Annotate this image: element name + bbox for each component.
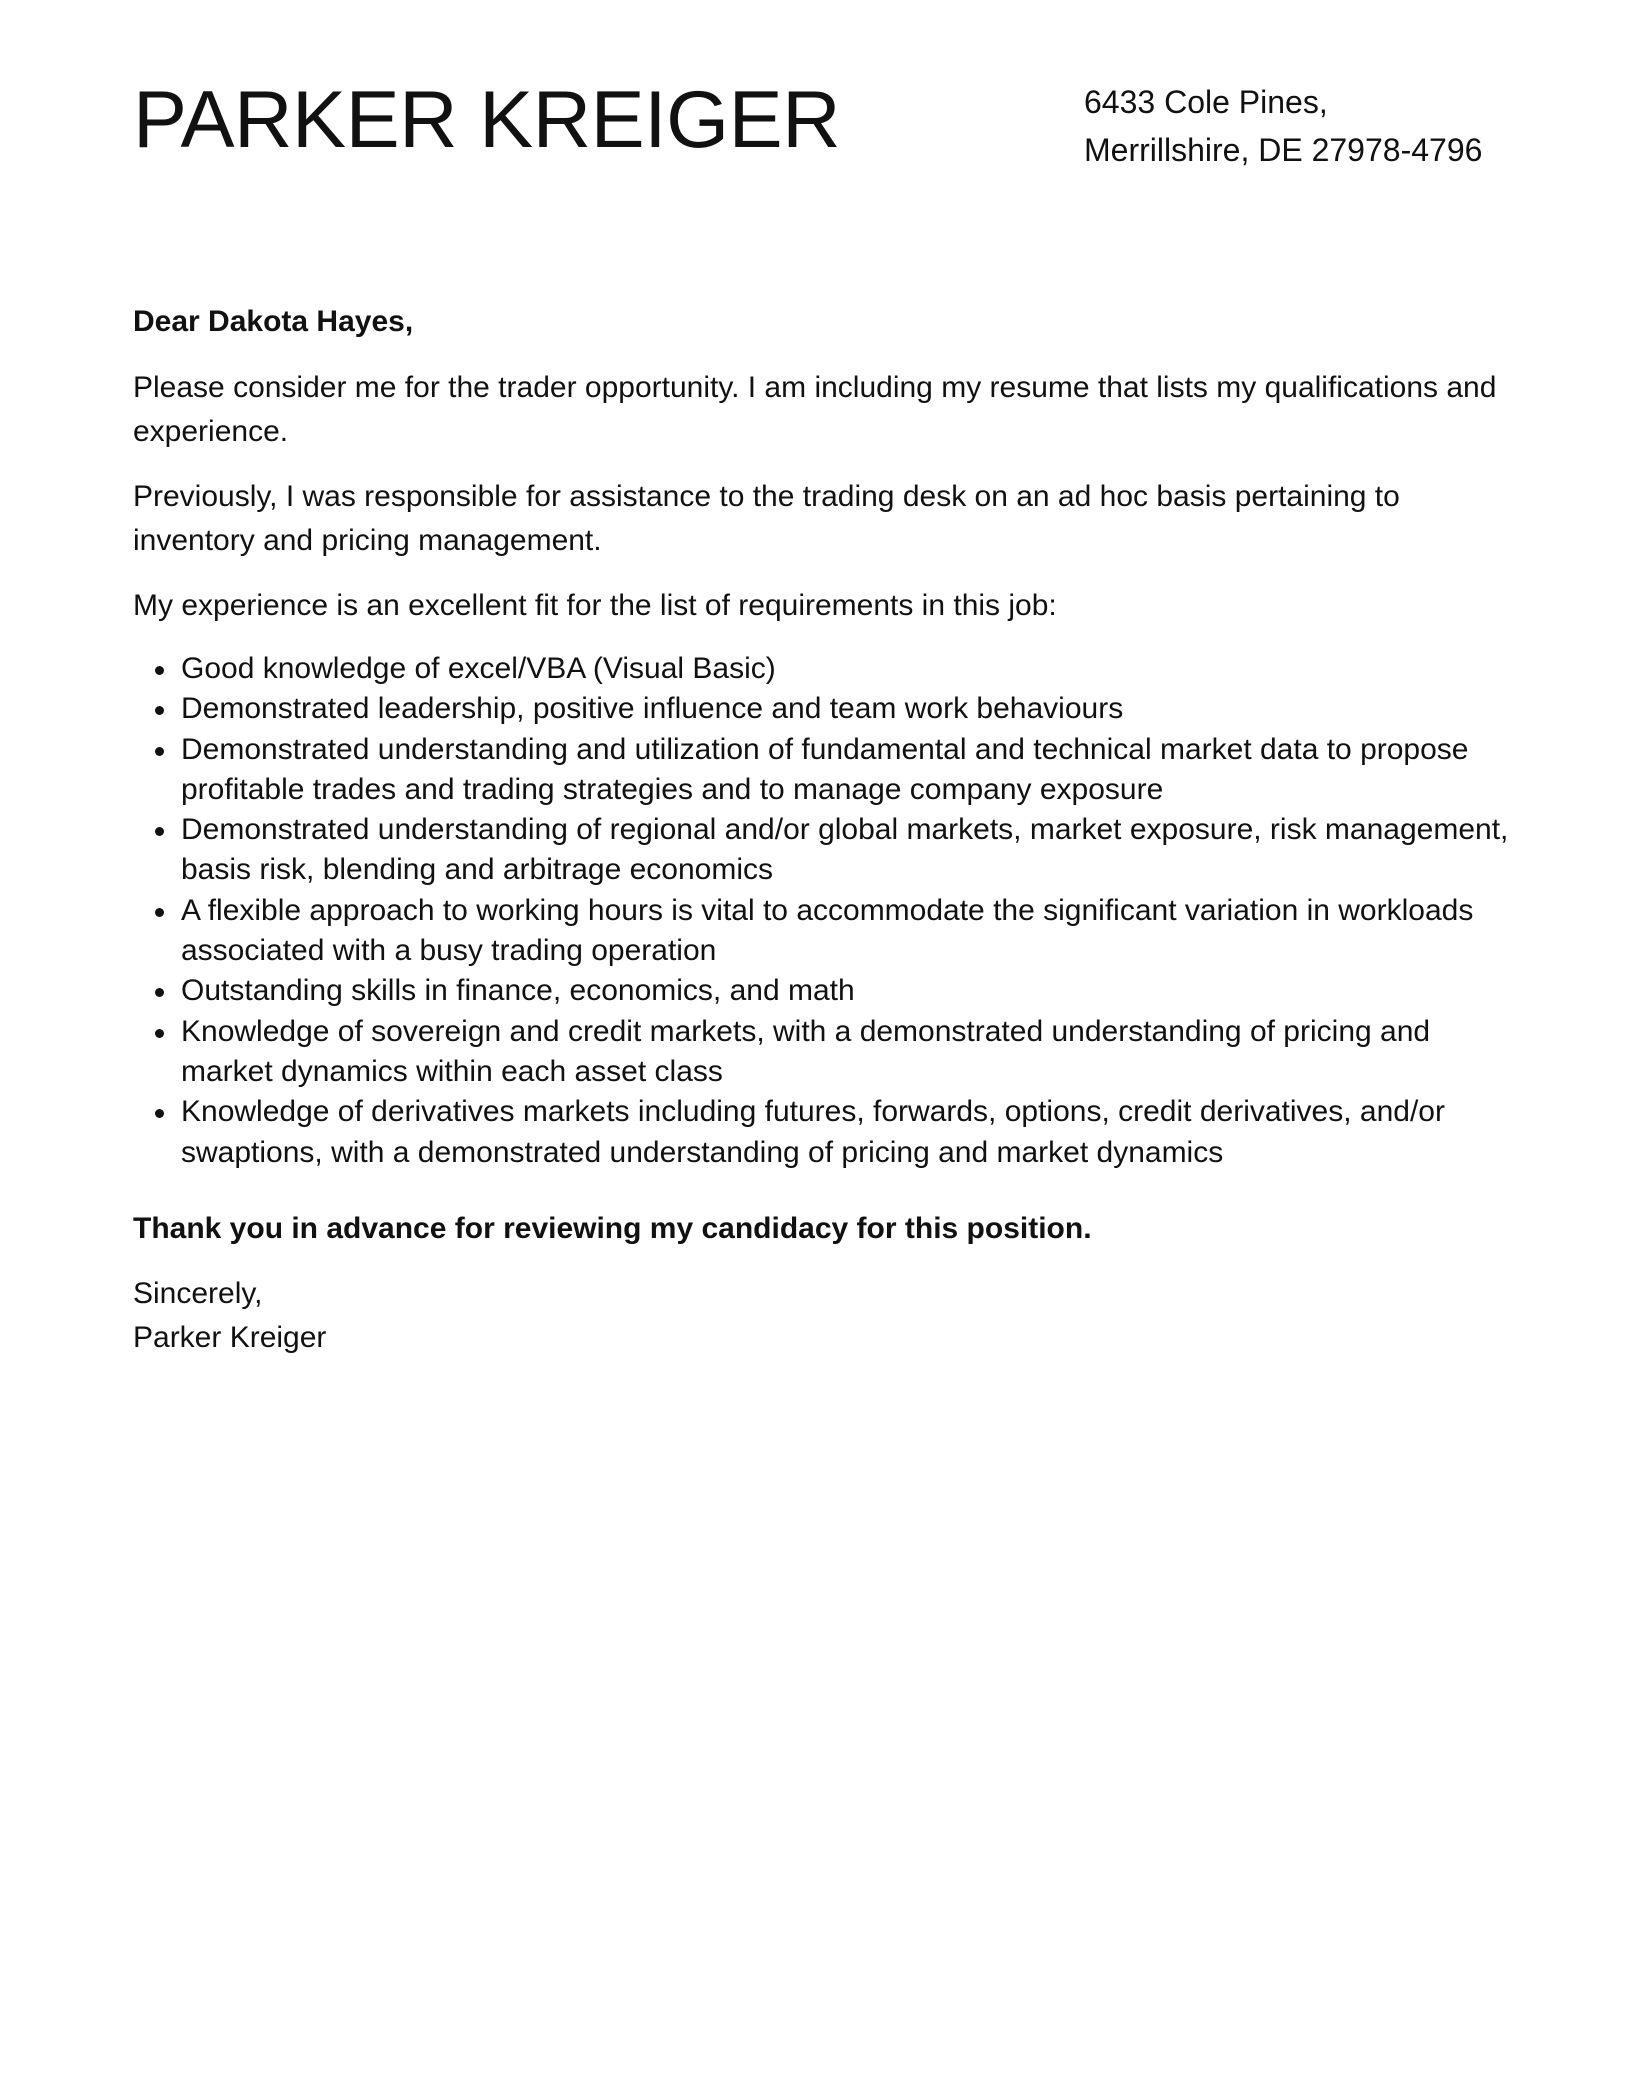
list-item: A flexible approach to working hours is vital to accommodate the significant variation in workloads associated with a busy trading operation [181, 891, 1513, 972]
sender-address [1084, 78, 1482, 174]
requirements-list [133, 649, 1513, 1173]
address-line-1: 6433 Cole Pines, [1084, 84, 1328, 120]
list-item: Knowledge of sovereign and credit markets, with a demonstrated understanding of pricing and market dynamics within each asset class [181, 1012, 1513, 1093]
closing-line: Thank you in advance for reviewing my candidacy for this position. [133, 1211, 1092, 1245]
sender-name: PARKER KREIGER [133, 75, 841, 165]
list-item: Outstanding skills in finance, economics, and math [181, 971, 1513, 1011]
experience-paragraph: Previously, I was responsible for assistance to the trading desk on an ad hoc basis pertaining to inventory and pricing management. [133, 480, 1400, 557]
list-item: Demonstrated understanding of regional and/or global markets, market exposure, risk management, basis risk, blending and arbitrage economics [181, 810, 1513, 891]
salutation: Dear Dakota Hayes, [133, 305, 414, 338]
list-item: Demonstrated understanding and utilization of fundamental and technical market data to propose profitable trades and trading strategies and to manage company exposure [181, 730, 1513, 811]
signature-name: Parker Kreiger [133, 1320, 327, 1354]
intro-paragraph: Please consider me for the trader opportunity. I am including my resume that lists my qualifications and experience. [133, 371, 1497, 448]
list-item: Knowledge of derivatives markets including futures, forwards, options, credit derivatives, and/or swaptions, with a demonstrated understanding of pricing and market dynamics [181, 1092, 1513, 1173]
list-item: Demonstrated leadership, positive influence and team work behaviours [181, 689, 1513, 729]
list-item: Good knowledge of excel/VBA (Visual Basic) [181, 649, 1513, 689]
address-line-2: Merrillshire, DE 27978-4796 [1084, 132, 1483, 168]
requirements-intro: My experience is an excellent fit for the list of requirements in this job: [133, 589, 1057, 622]
letter-body [133, 300, 1513, 1360]
signature-block [133, 1272, 1513, 1360]
signoff: Sincerely, [133, 1276, 263, 1310]
